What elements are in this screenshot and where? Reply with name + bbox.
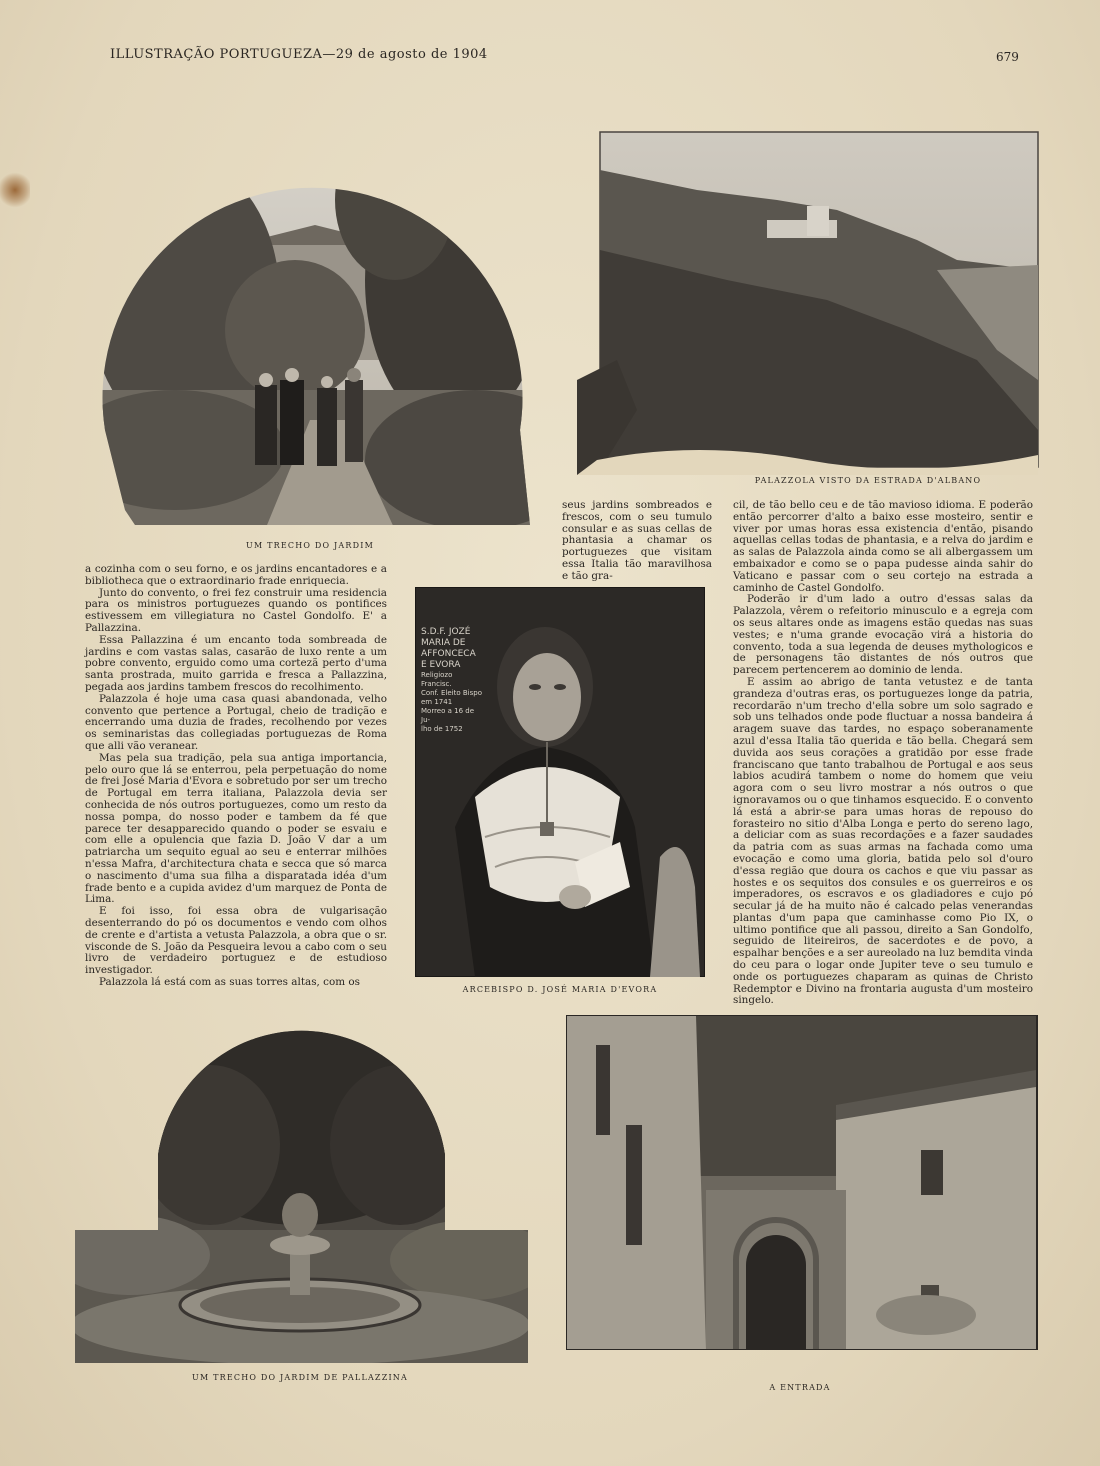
inscription-line: Morreo a 16 de Ju- — [421, 707, 475, 724]
masthead-title: ILLUSTRAÇÃO PORTUGUEZA—29 de agosto de 1904 — [110, 47, 488, 62]
photo-entrance — [566, 1015, 1038, 1350]
caption-garden: UM TRECHO DO JARDIM — [246, 541, 374, 550]
photo-palazzola-view-image — [577, 130, 1040, 475]
paragraph: Poderão ir d'um lado a outro d'essas salas da Palazzola, vêrem o refeitorio minusculo e a egreja com os seus altares onde as imagens estão quedas nas suas vestes; e n'uma grande evocação virá a historia do convento, toda a sua legenda de deuses mythologicos e de personagens tão distantes de nós outros que parecem pertencerem ao dominio de lenda. — [733, 593, 1033, 677]
inscription-line: S.D.F. JOZÉ — [421, 627, 471, 637]
photo-fountain-garden-image — [70, 1005, 530, 1365]
paragraph: cil, de tão bello ceu e de tão mavioso idioma. E poderão então percorrer d'alto a baixo esse mosteiro, sentir e viver por umas horas essa existencia d'então, pisando aquellas cellas todas de phantasia, e a relva do jardim e as salas de Palazzola ainda como se ali albergassem um embaixador e como se o papa pudesse ainda sahir do Vaticano e passar com o seu cortejo na estrada a caminho de Castel Gondolfo. — [733, 499, 1033, 594]
photo-archbishop-portrait — [415, 587, 705, 977]
caption-palazzola-view: PALAZZOLA VISTO DA ESTRADA D'ALBANO — [754, 476, 982, 485]
photo-garden-image — [95, 130, 535, 530]
paragraph: a cozinha com o seu forno, e os jardins encantadores e a bibliotheca que o extraordinario frade enriquecia. — [85, 563, 387, 587]
photo-entrance-image — [566, 1015, 1038, 1350]
column-left — [85, 564, 387, 989]
portrait-inscription — [421, 627, 483, 734]
column-middle — [562, 500, 712, 583]
paragraph: Palazzola lá está com as suas torres altas, com os — [99, 975, 360, 988]
photo-garden — [95, 130, 535, 530]
inscription-line: lho de 1752 — [421, 725, 463, 733]
photo-palazzola-view — [577, 130, 1040, 475]
inscription-line: Conf. Eleito Bispo — [421, 689, 483, 697]
caption-fountain-garden: UM TRECHO DO JARDIM DE PALLAZZINA — [192, 1373, 408, 1382]
paragraph: Junto do convento, o frei fez construir uma residencia para os ministros portuguezes quando os pontifices estivessem em villegiatura no Castel Gondolfo. E' a Pallazzina. — [85, 586, 387, 634]
paragraph: Essa Pallazzina é um encanto toda sombreada de jardins e com vastas salas, casarão de luxo rente a um pobre convento, erguido como uma cortezã perto d'uma santa prostrada, muito garrida e fresca a Pallazzina, pegada aos jardins tambem frescos do recolhimento. — [85, 633, 387, 693]
paragraph: Palazzola é hoje uma casa quasi abandonada, velho convento que pertence a Portugal, cheio de tradição e encerrando uma duzia de frades, recolhendo por vezes os seminaristas das collegiadas portuguezas de Roma que alli vão veranear. — [85, 692, 387, 752]
column-middle-text: seus jardins sombreados e frescos, com o seu tumulo consular e as suas cellas de phantasia a chamar os portuguezes que visitam essa Italia tão maravilhosa e tão gra- — [562, 499, 712, 582]
paragraph: E assim ao abrigo de tanta vetustez e de tanta grandeza d'outras eras, os portuguezes longe da patria, recordarão n'um trecho d'ella sobre um solo sagrado e sob uns telhados onde pode fluctuar a nossa bandeira á aragem suave das tardes, no espaço soberanamente azul d'essa Italia tão querida e tão bella. Chegará sem duvida aos seus corações a gratidão por esse frade franciscano que tanto trabalhou de Portugal e aos seus labios acudirá tambem o nome do homem que veiu agora com o seu livro mostrar a nós outros o que ignoravamos ou o que tinhamos esquecido. E o convento lá está a abrir-se para umas horas de repouso do forasteiro no sitio d'Alba Longa e perto do sereno lago, a deliciar com as suas recordações e a fazer saudades da patria com as suas armas na fachada como uma evocação e como uma gloria, batida pelo sol d'ouro d'essa região que doura os cachos e que viu passar as hostes e os sequitos dos consules e os guerreiros e os imperadores, os escravos e os gladiadores e cujo pó secular já de ha muito não é calcado pelas venerandas plantas d'um papa que caminhasse como Pio IX, o ultimo pontifice que ali passou, direito a San Gondolfo, seguido de liteireiros, de sacerdotes e de povo, a espalhar benções e a ser aureolado na luz bemdita vinda do ceu para o logar onde Jupiter teve o seu tumulo e onde os portuguezes chaparam as quinas de Christo Redemptor e Divino na frontaria augusta d'um mosteiro singelo. — [733, 675, 1033, 1007]
paper-stain — [0, 170, 30, 210]
caption-portrait: ARCEBISPO D. JOSÉ MARIA D'EVORA — [462, 985, 658, 994]
inscription-line: Religiozo Francisc. — [421, 671, 453, 688]
photo-fountain-garden — [70, 1005, 530, 1365]
paragraph: Mas pela sua tradição, pela sua antiga importancia, pelo ouro que lá se enterrou, pela perpetuação do nome de frei José Maria d'Evora e sobretudo por ser um trecho de Portugal em terra italiana, Palazzola devia ser conhecida de nós outros portuguezes, como um resto da nossa pompa, do nosso poder e tambem da fé que parece ter desapparecido quando o poder se esvaiu e com elle a opulencia que fazia D. João V dar a um patriarcha um sequito egual ao seu e enterrar milhões n'essa Mafra, d'architectura chata e secca que só marca o nascimento d'uma sua filha a disparatada idéa d'um frade bento e a cupida avidez d'um marquez de Ponta de Lima. — [85, 751, 387, 906]
inscription-line: E EVORA — [421, 660, 461, 670]
inscription-line: AFFONCECA — [421, 649, 476, 659]
inscription-line: em 1741 — [421, 698, 453, 706]
page-number: 679 — [996, 50, 1019, 64]
caption-entrance: A ENTRADA — [769, 1383, 831, 1392]
paragraph: E foi isso, foi essa obra de vulgarisação desenterrando do pó os documentos e vendo com olhos de crente e d'artista a vetusta Palazzola, a obra que o sr. visconde de S. João da Pesqueira levou a cabo com o seu livro de verdadeiro portuguez e de estudioso investigador. — [85, 905, 387, 977]
column-right — [733, 500, 1033, 1007]
inscription-line: MARIA DE — [421, 638, 466, 648]
